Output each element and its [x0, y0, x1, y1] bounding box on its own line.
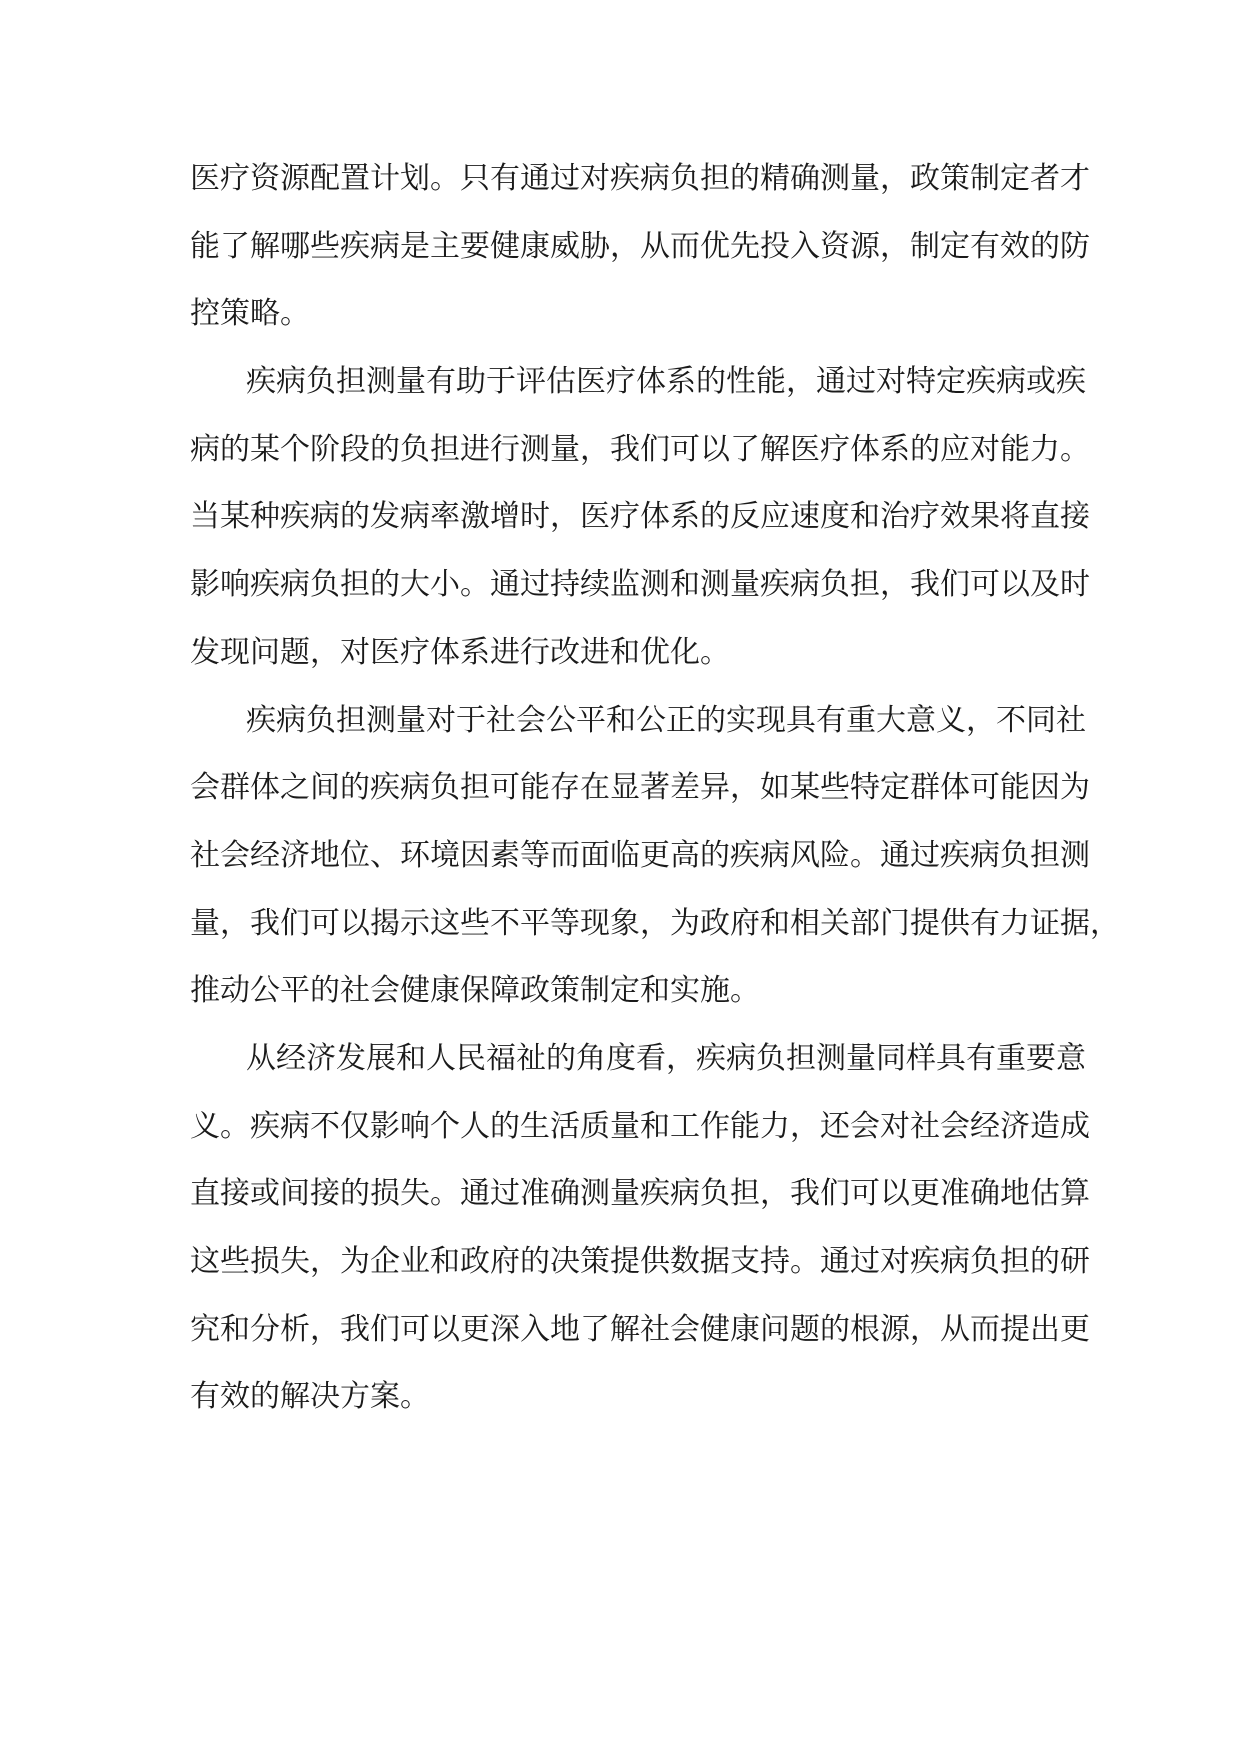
text-line: 究和分析，我们可以更深入地了解社会健康问题的根源，从而提出更 — [190, 1311, 1090, 1347]
text-line: 疾病负担测量对于社会公平和公正的实现具有重大意义，不同社 — [246, 702, 1086, 738]
text-line: 推动公平的社会健康保障政策制定和实施。 — [190, 973, 760, 1009]
text-line: 这些损失，为企业和政府的决策提供数据支持。通过对疾病负担的研 — [190, 1244, 1090, 1279]
text-line: 义。疾病不仅影响个人的生活质量和工作能力，还会对社会经济造成 — [190, 1108, 1090, 1144]
text-line: 会群体之间的疾病负担可能存在显著差异，如某些特定群体可能因为 — [190, 770, 1090, 806]
text-line: 从经济发展和人民福祉的角度看，疾病负担测量同样具有重要意 — [246, 1040, 1086, 1076]
body-text — [190, 145, 1120, 1431]
text-line: 病的某个阶段的负担进行测量，我们可以了解医疗体系的应对能力。 — [190, 431, 1090, 467]
text-line: 发现问题，对医疗体系进行改进和优化。 — [190, 634, 730, 670]
text-line: 直接或间接的损失。通过准确测量疾病负担，我们可以更准确地估算 — [190, 1176, 1090, 1212]
text-line: 有效的解决方案。 — [190, 1379, 430, 1415]
text-line: 医疗资源配置计划。只有通过对疾病负担的精确测量，政策制定者才 — [190, 161, 1090, 196]
text-line: 当某种疾病的发病率激增时，医疗体系的反应速度和治疗效果将直接 — [190, 499, 1090, 535]
text-line: 量，我们可以揭示这些不平等现象，为政府和相关部门提供有力证据， — [190, 905, 1120, 941]
text-line: 影响疾病负担的大小。通过持续监测和测量疾病负担，我们可以及时 — [190, 567, 1090, 603]
text-line: 社会经济地位、环境因素等而面临更高的疾病风险。通过疾病负担测 — [190, 837, 1090, 873]
text-line: 能了解哪些疾病是主要健康威胁，从而优先投入资源，制定有效的防 — [190, 228, 1090, 264]
text-line: 控策略。 — [190, 296, 310, 332]
text-line: 疾病负担测量有助于评估医疗体系的性能，通过对特定疾病或疾 — [246, 364, 1086, 400]
